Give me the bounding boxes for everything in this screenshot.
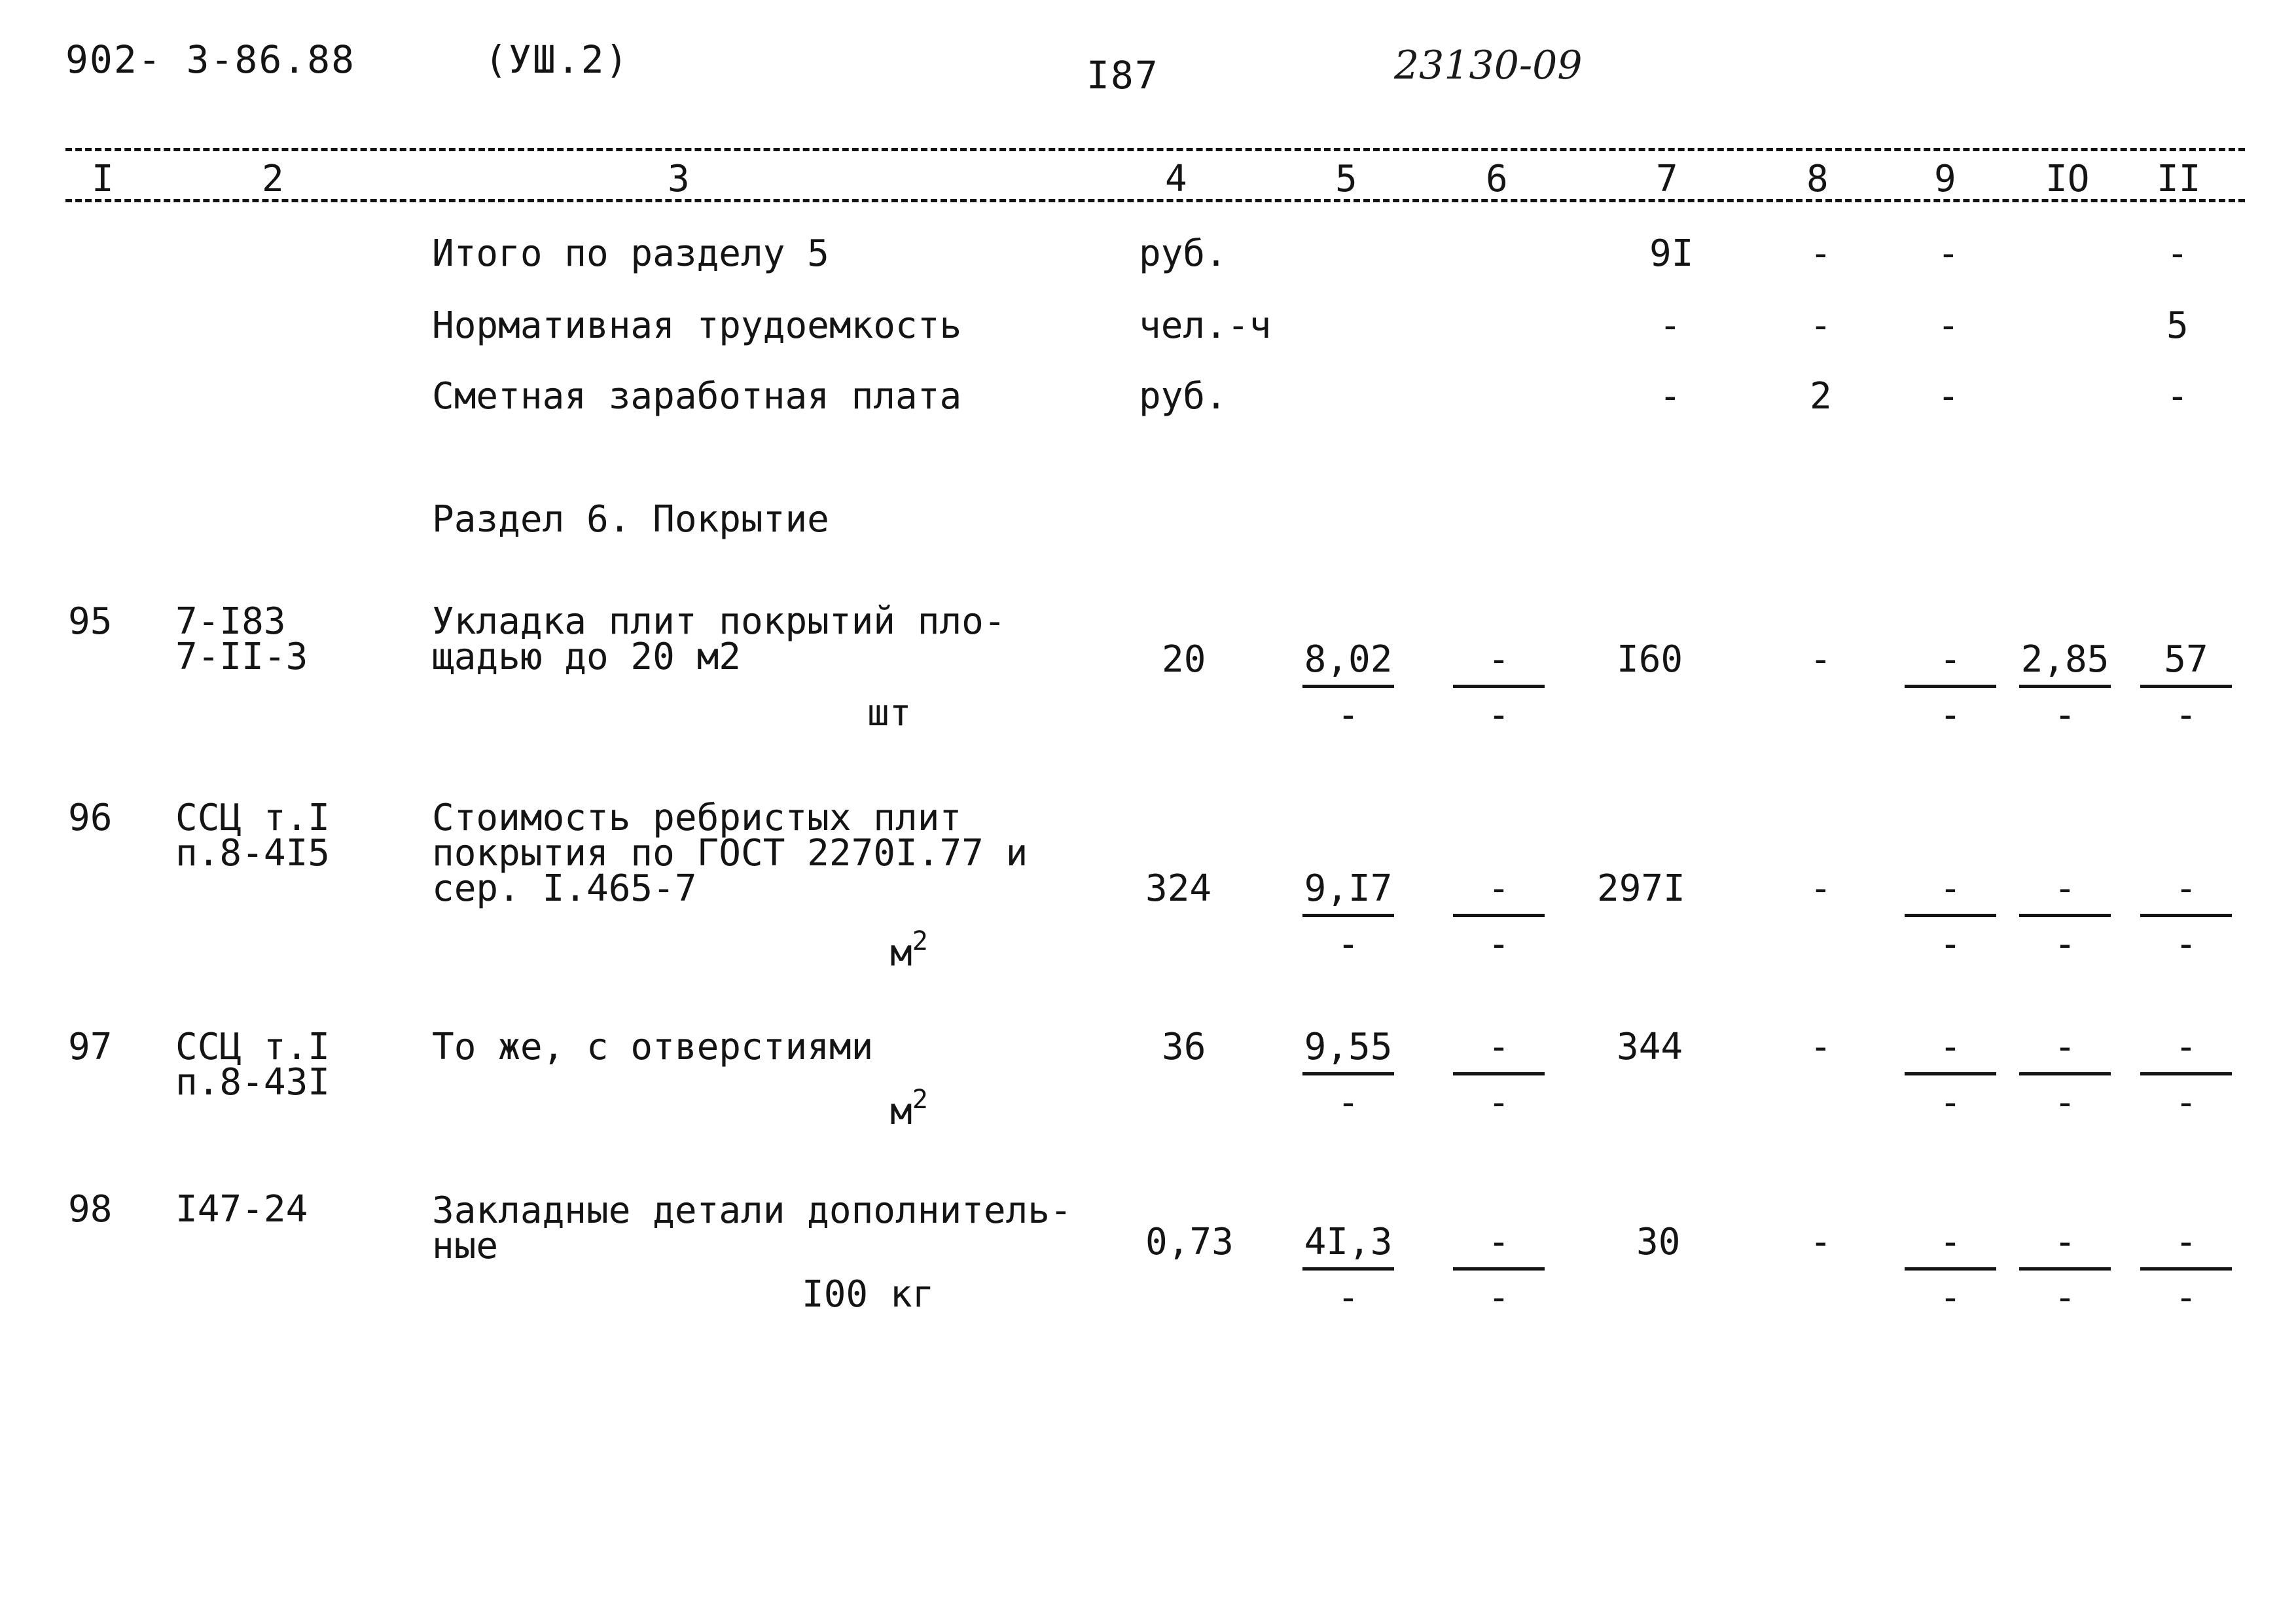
- fraction-top: -: [2019, 1224, 2111, 1271]
- row-col8: -: [1810, 1221, 1832, 1263]
- summary-col9: -: [1937, 375, 1960, 418]
- col-header-10: IO: [2045, 158, 2090, 200]
- fraction-bottom: -: [1488, 923, 1510, 965]
- fraction-bottom: -: [1939, 1081, 1962, 1124]
- handwritten-number: 23130-09: [1394, 43, 1583, 88]
- row-name-line: Закладные детали дополнитель-: [432, 1189, 1072, 1232]
- fraction-top: -: [2140, 1029, 2232, 1075]
- fraction-bottom: -: [1939, 923, 1962, 965]
- fraction-top: -: [1905, 1029, 1996, 1075]
- row-quantity: 20: [1162, 638, 1206, 681]
- fraction-bottom: -: [1939, 1276, 1962, 1319]
- row-col10: [2019, 867, 2111, 965]
- summary-col7: -: [1659, 375, 1681, 418]
- col-header-6: 6: [1486, 158, 1508, 200]
- row-col10: [2019, 1026, 2111, 1124]
- row-code-line: I47-24: [175, 1188, 308, 1231]
- row-col6: [1453, 1221, 1545, 1319]
- summary-col7: 9I: [1649, 232, 1694, 275]
- fraction-bottom: -: [1488, 1081, 1510, 1124]
- fraction-bottom: -: [1337, 694, 1359, 736]
- fraction-bottom: -: [1939, 694, 1962, 736]
- row-col7: 344: [1617, 1026, 1683, 1068]
- header-rule-bottom: [65, 199, 2245, 202]
- summary-col8: -: [1810, 304, 1832, 347]
- fraction-bottom: -: [2054, 694, 2076, 736]
- fraction-bottom: -: [1488, 694, 1510, 736]
- row-unit-superscript: 2: [912, 1085, 928, 1115]
- summary-col9: -: [1937, 304, 1960, 347]
- volume-label: (УШ.2): [484, 37, 630, 82]
- row-col7: I60: [1617, 638, 1683, 681]
- row-col11: [2140, 867, 2232, 965]
- row-name-line: Укладка плит покрытий пло-: [432, 600, 1006, 643]
- row-number: 98: [68, 1188, 113, 1231]
- row-col7: 30: [1636, 1221, 1681, 1263]
- row-col6: [1453, 638, 1545, 736]
- fraction-bottom: -: [2175, 694, 2197, 736]
- row-code-line: 7-II-3: [175, 636, 308, 678]
- summary-col9: -: [1937, 232, 1960, 275]
- col-header-1: I: [92, 158, 114, 200]
- row-quantity: 0,73: [1145, 1221, 1234, 1263]
- row-col5: [1302, 1026, 1394, 1124]
- row-col5: [1302, 638, 1394, 736]
- row-name-line: Стоимость ребристых плит: [432, 797, 962, 839]
- col-header-9: 9: [1934, 158, 1956, 200]
- row-code-line: 7-I83: [175, 600, 286, 643]
- row-col10: [2019, 1221, 2111, 1319]
- row-col8: -: [1810, 1026, 1832, 1068]
- fraction-top: -: [1453, 641, 1545, 688]
- fraction-top: -: [1453, 1029, 1545, 1075]
- fraction-top: -: [2019, 871, 2111, 917]
- summary-unit: руб.: [1139, 375, 1227, 418]
- fraction-top: 9,I7: [1302, 871, 1394, 917]
- summary-col8: 2: [1810, 375, 1832, 418]
- summary-name: Нормативная трудоемкость: [432, 304, 962, 347]
- summary-name: Итого по разделу 5: [432, 232, 829, 275]
- summary-col8: -: [1810, 232, 1832, 275]
- summary-unit: чел.-ч: [1139, 304, 1272, 347]
- fraction-bottom: -: [2054, 1276, 2076, 1319]
- fraction-bottom: -: [2175, 1081, 2197, 1124]
- fraction-bottom: -: [2175, 923, 2197, 965]
- row-unit-base: м: [890, 932, 912, 975]
- row-col11: [2140, 638, 2232, 736]
- fraction-top: -: [2140, 1224, 2232, 1271]
- row-name-line: сер. I.465-7: [432, 867, 697, 910]
- col-header-11: II: [2157, 158, 2201, 200]
- col-header-7: 7: [1656, 158, 1678, 200]
- page-number: I87: [1086, 53, 1159, 98]
- summary-name: Сметная заработная плата: [432, 375, 962, 418]
- row-col8: -: [1810, 867, 1832, 910]
- fraction-top: -: [2019, 1029, 2111, 1075]
- row-name-line: щадью до 20 м2: [432, 636, 742, 678]
- fraction-top: 8,02: [1302, 641, 1394, 688]
- row-quantity: 36: [1162, 1026, 1206, 1068]
- col-header-3: 3: [668, 158, 690, 200]
- document-code: 902- 3-86.88: [65, 37, 356, 82]
- row-col11: [2140, 1221, 2232, 1319]
- fraction-bottom: -: [1337, 1276, 1359, 1319]
- summary-col7: -: [1659, 304, 1681, 347]
- fraction-top: -: [1453, 871, 1545, 917]
- fraction-top: 57: [2140, 641, 2232, 688]
- row-unit: шт: [867, 692, 912, 734]
- row-number: 95: [68, 600, 113, 643]
- row-unit: I00 кг: [802, 1273, 935, 1316]
- col-header-4: 4: [1165, 158, 1187, 200]
- row-col6: [1453, 867, 1545, 965]
- header-rule-top: [65, 148, 2245, 151]
- fraction-top: -: [1905, 1224, 1996, 1271]
- row-col11: [2140, 1026, 2232, 1124]
- row-col7: 297I: [1597, 867, 1685, 910]
- row-col9: [1905, 867, 1996, 965]
- row-number: 97: [68, 1026, 113, 1068]
- row-name-line: покрытия по ГОСТ 2270I.77 и: [432, 832, 1028, 875]
- row-code-line: п.8-4I5: [175, 832, 331, 875]
- row-unit-base: м: [890, 1091, 912, 1133]
- row-col10: [2019, 638, 2111, 736]
- row-name-line: ные: [432, 1225, 499, 1267]
- row-number: 96: [68, 797, 113, 839]
- fraction-top: 9,55: [1302, 1029, 1394, 1075]
- row-unit-superscript: 2: [912, 926, 928, 956]
- row-col6: [1453, 1026, 1545, 1124]
- col-header-2: 2: [262, 158, 284, 200]
- fraction-top: -: [1905, 871, 1996, 917]
- row-col9: [1905, 1026, 1996, 1124]
- fraction-bottom: -: [2054, 923, 2076, 965]
- fraction-top: -: [2140, 871, 2232, 917]
- fraction-bottom: -: [1337, 1081, 1359, 1124]
- fraction-bottom: -: [1337, 923, 1359, 965]
- summary-col11: -: [2166, 375, 2189, 418]
- row-unit: [890, 1085, 928, 1133]
- summary-col11: -: [2166, 232, 2189, 275]
- fraction-top: 2,85: [2019, 641, 2111, 688]
- row-quantity: 324: [1145, 867, 1212, 910]
- row-col9: [1905, 638, 1996, 736]
- row-col8: -: [1810, 638, 1832, 681]
- row-col9: [1905, 1221, 1996, 1319]
- row-code-line: ССЦ т.I: [175, 797, 331, 839]
- fraction-top: -: [1905, 641, 1996, 688]
- fraction-bottom: -: [1488, 1276, 1510, 1319]
- summary-unit: руб.: [1139, 232, 1227, 275]
- row-code-line: п.8-43I: [175, 1061, 331, 1104]
- summary-col11: 5: [2166, 304, 2189, 347]
- fraction-top: 4I,3: [1302, 1224, 1394, 1271]
- fraction-top: -: [1453, 1224, 1545, 1271]
- row-col5: [1302, 1221, 1394, 1319]
- section-title: Раздел 6. Покрытие: [432, 498, 829, 541]
- row-unit: [890, 926, 928, 975]
- fraction-bottom: -: [2175, 1276, 2197, 1319]
- row-name-line: То же, с отверстиями: [432, 1026, 874, 1068]
- col-header-5: 5: [1335, 158, 1357, 200]
- row-col5: [1302, 867, 1394, 965]
- col-header-8: 8: [1806, 158, 1829, 200]
- fraction-bottom: -: [2054, 1081, 2076, 1124]
- row-code-line: ССЦ т.I: [175, 1026, 331, 1068]
